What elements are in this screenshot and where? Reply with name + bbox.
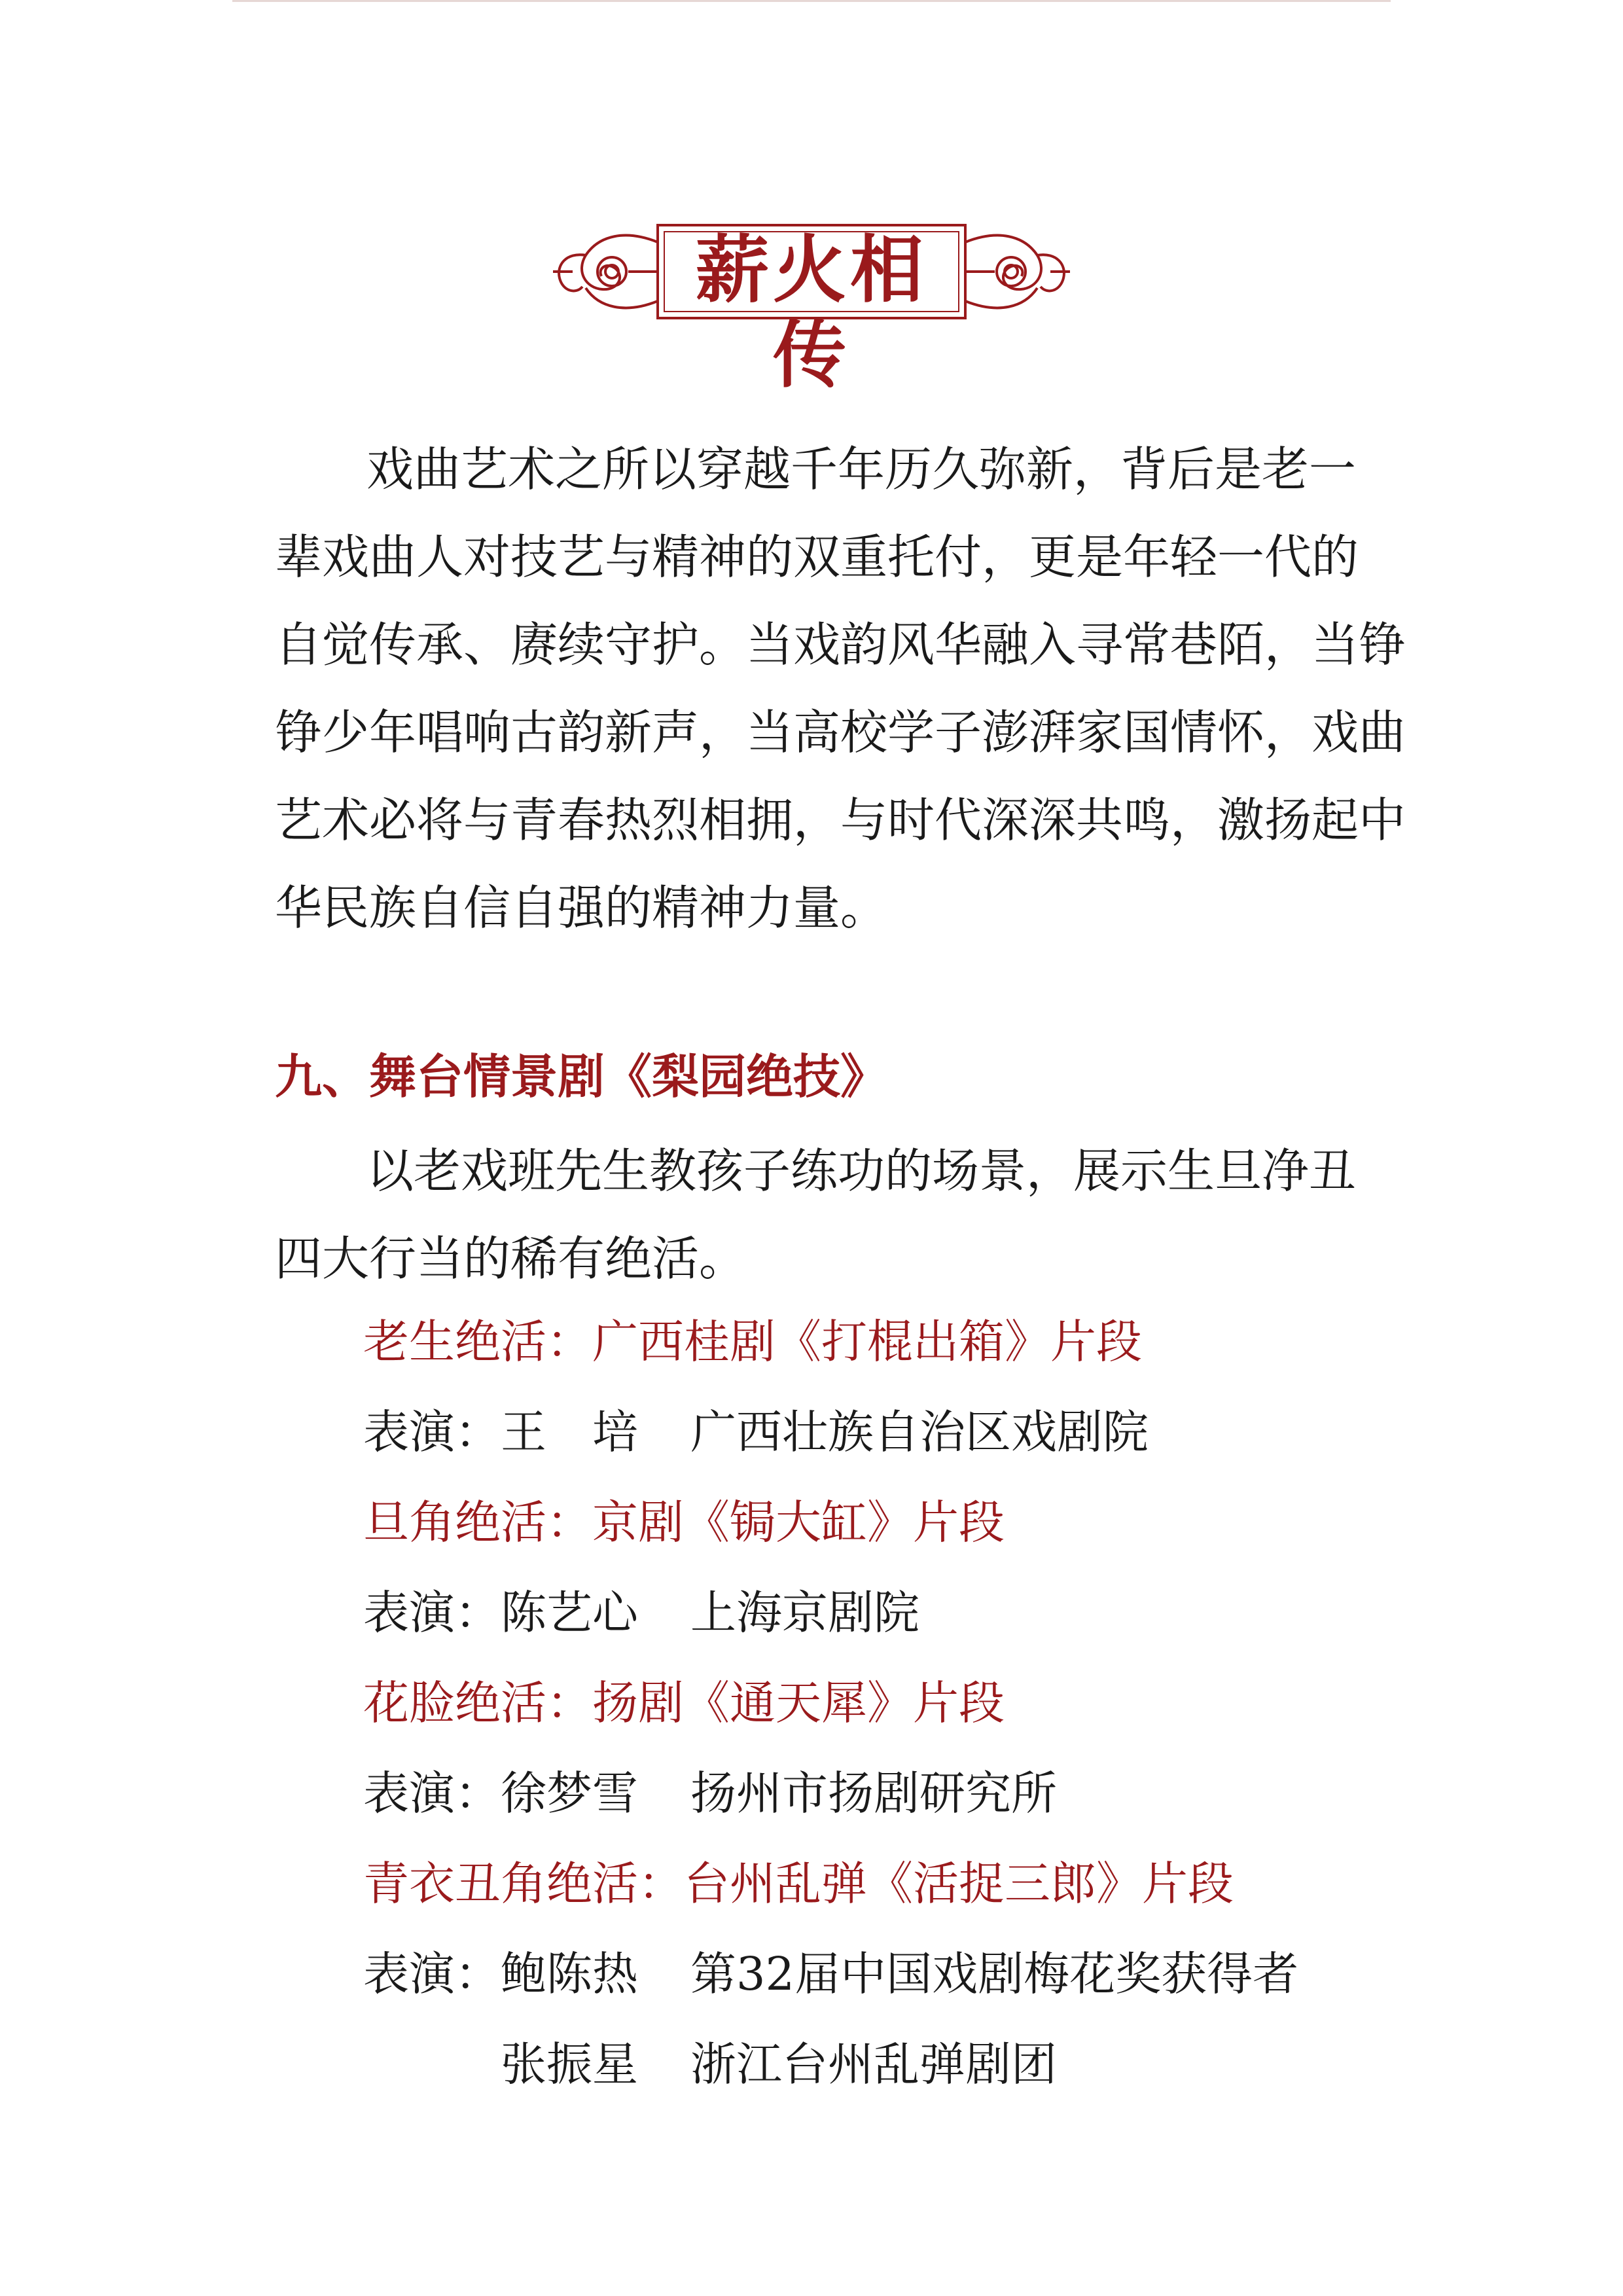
intro-line: 华民族自信自强的精神力量。	[275, 880, 888, 935]
section-description	[275, 1127, 1357, 1302]
top-divider	[232, 0, 1391, 2]
performer-name: 徐梦雪	[501, 1767, 638, 1820]
intro-paragraph	[275, 425, 1406, 952]
performer-row	[363, 1577, 919, 1649]
intro-line: 戏曲艺术之所以穿越千年历久弥新，背后是老一	[366, 442, 1357, 497]
section-heading: 九、舞台情景剧《梨园绝技》	[275, 1049, 888, 1104]
performer-label: 表演：	[363, 1405, 501, 1459]
performer-name: 陈艺心	[501, 1586, 638, 1640]
performer-name: 鲍陈热	[501, 1947, 638, 2001]
act-title: 旦角绝活：京剧《锔大缸》片段	[363, 1496, 1005, 1549]
section-title-banner	[546, 216, 1077, 398]
act-title: 青衣丑角绝活：台州乱弹《活捉三郎》片段	[363, 1857, 1234, 1910]
performer-org: 广西壮族自治区戏剧院	[690, 1405, 1149, 1459]
intro-line: 铮少年唱响古韵新声，当高校学子澎湃家国情怀，戏曲	[275, 705, 1406, 760]
description-line: 以老戏班先生教孩子练功的场景，展示生旦净丑	[366, 1143, 1357, 1198]
performer-row	[363, 1938, 1298, 2010]
performer-org: 上海京剧院	[690, 1586, 919, 1640]
performer-label: 表演：	[363, 1586, 501, 1640]
performer-label: 表演：	[363, 1947, 501, 2001]
performer-org: 扬州市扬剧研究所	[690, 1767, 1057, 1820]
page-title: 薪火相传	[696, 227, 927, 398]
intro-line: 辈戏曲人对技艺与精神的双重托付，更是年轻一代的	[275, 529, 1359, 584]
act-title: 花脸绝活：扬剧《通天犀》片段	[363, 1676, 1005, 1730]
performer-name: 张振星	[501, 2037, 638, 2091]
performer-row	[363, 1396, 1149, 1468]
performer-row	[363, 1757, 1057, 1829]
description-line: 四大行当的稀有绝活。	[275, 1231, 747, 1286]
intro-line: 艺术必将与青春热烈相拥，与时代深深共鸣，激扬起中	[275, 793, 1406, 848]
performer-org: 浙江台州乱弹剧团	[690, 2037, 1057, 2091]
performer-row	[363, 2028, 1057, 2100]
intro-line: 自觉传承、赓续守护。当戏韵风华融入寻常巷陌，当铮	[275, 617, 1406, 672]
act-title: 老生绝活：广西桂剧《打棍出箱》片段	[363, 1315, 1142, 1369]
performer-label: 表演：	[363, 1767, 501, 1820]
performer-name: 王 培	[501, 1405, 638, 1459]
performer-org: 第32届中国戏剧梅花奖获得者	[690, 1947, 1299, 2001]
